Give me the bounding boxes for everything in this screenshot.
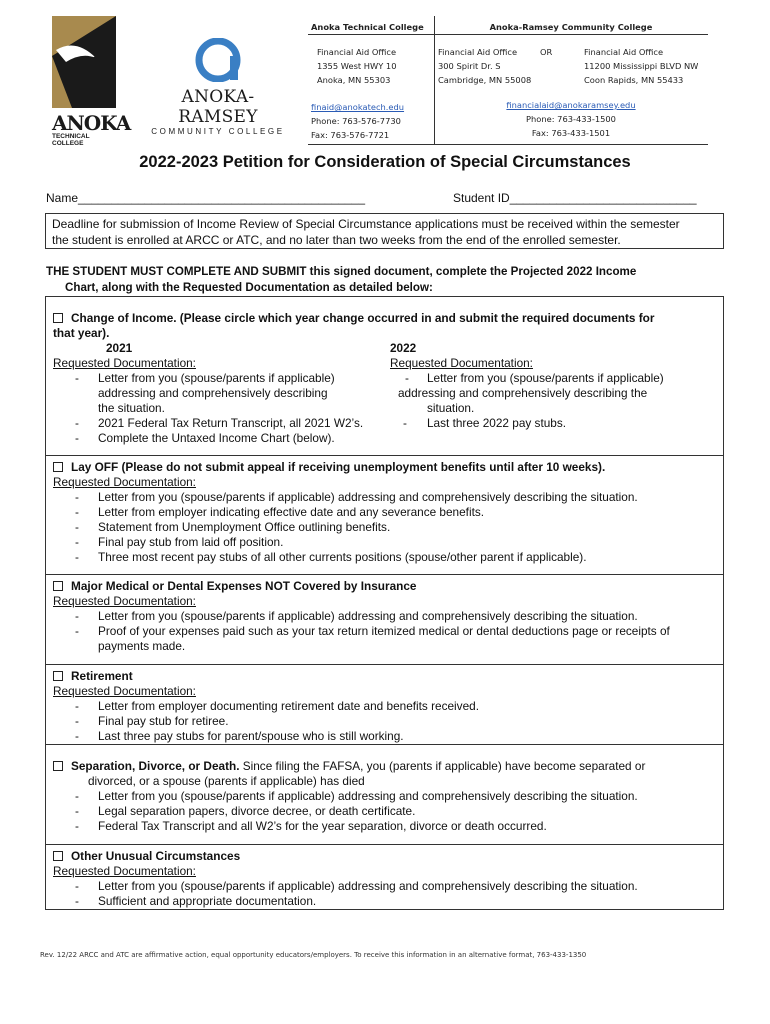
- atc-fax: Fax: 763-576-7721: [311, 130, 390, 140]
- section-divider: [45, 664, 724, 665]
- section-medical: [53, 579, 713, 654]
- deadline-line: the student is enrolled at ARCC or ATC, and no later than two weeks from the end of the enrolled semester.: [52, 233, 621, 247]
- atc-email-link[interactable]: finaid@anokatech.edu: [311, 102, 405, 112]
- list-item-cont: the situation.: [98, 401, 165, 415]
- footer-note: Rev. 12/22 ARCC and ATC are affirmative action, equal opportunity educators/employers. To receive this information in an alternative format, 763-433-1350: [40, 951, 587, 959]
- list-item: - Letter from you (spouse/parents if applicable) addressing and comprehensively describing the situation.: [75, 879, 638, 893]
- deadline-line: Deadline for submission of Income Review of Special Circumstance applications must be received within the semester: [52, 217, 680, 231]
- medical-checkbox[interactable]: [53, 581, 63, 591]
- separation-title: Separation, Divorce, or Death.: [71, 759, 240, 773]
- requested-doc-label: Requested Documentation:: [53, 864, 196, 878]
- page-title: 2022-2023 Petition for Consideration of Special Circumstances: [139, 153, 631, 171]
- arcc-address-cambridge1: 300 Spirit Dr. S: [438, 61, 501, 71]
- separation-desc-cont: divorced, or a spouse (parents if applicable) has died: [88, 774, 365, 788]
- other-checkbox[interactable]: [53, 851, 63, 861]
- atc-logo: [52, 16, 131, 147]
- section-change-of-income: [53, 311, 713, 341]
- section-divider: [45, 455, 724, 456]
- atc-office: Financial Aid Office: [317, 47, 397, 57]
- instructions-line: THE STUDENT MUST COMPLETE AND SUBMIT this signed document, complete the Projected 2022 Income: [46, 265, 637, 278]
- year-2021-label[interactable]: 2021: [106, 341, 133, 355]
- income-title: Change of Income. (Please circle which year change occurred in and submit the required documents for: [71, 311, 655, 325]
- section-divider: [45, 574, 724, 575]
- section-retirement: [53, 669, 713, 744]
- requested-doc-label: Requested Documentation:: [53, 475, 196, 489]
- header-rule: [308, 34, 708, 35]
- list-item: - Proof of your expenses paid such as your tax return itemized medical or dental deductions page or receipts of: [75, 624, 670, 638]
- list-item: - Statement from Unemployment Office outlining benefits.: [75, 520, 391, 534]
- arcc-phone: Phone: 763-433-1500: [526, 114, 616, 124]
- list-item: - Letter from you (spouse/parents if applicable): [405, 371, 664, 385]
- instructions: [46, 264, 636, 296]
- arcc-address-coonrapids1: 11200 Mississippi BLVD NW: [584, 61, 699, 71]
- section-layoff: [53, 460, 713, 565]
- requested-doc-label: Requested Documentation:: [53, 594, 196, 608]
- arcc-logo: [148, 38, 288, 136]
- list-item-cont: situation.: [427, 401, 475, 415]
- arcc-office-cambridge: Financial Aid Office: [438, 47, 518, 57]
- separation-checkbox[interactable]: [53, 761, 63, 771]
- arcc-address-coonrapids2: Coon Rapids, MN 55433: [584, 75, 684, 85]
- other-title: Other Unusual Circumstances: [71, 849, 241, 863]
- name-line[interactable]: ___________________________________________: [78, 191, 365, 205]
- requested-doc-label: Requested Documentation:: [53, 356, 196, 370]
- list-item: - Last three 2022 pay stubs.: [403, 416, 567, 430]
- income-2021-docs: [53, 356, 383, 446]
- year-2022-label[interactable]: 2022: [390, 341, 417, 355]
- name-field[interactable]: [46, 191, 365, 205]
- atc-address2: Anoka, MN 55303: [317, 75, 391, 85]
- section-separation: [53, 759, 713, 834]
- list-item: - 2021 Federal Tax Return Transcript, all 2021 W2’s.: [75, 416, 364, 430]
- list-item: - Letter from you (spouse/parents if applicable): [75, 371, 335, 385]
- list-item: - Letter from you (spouse/parents if applicable) addressing and comprehensively describing the situation.: [75, 490, 638, 504]
- student-id-label: Student ID: [453, 191, 510, 205]
- deadline-notice: [45, 213, 724, 249]
- requested-doc-label: Requested Documentation:: [53, 684, 196, 698]
- atc-phone: Phone: 763-576-7730: [311, 116, 401, 126]
- income-checkbox[interactable]: [53, 313, 63, 323]
- layoff-title: Lay OFF (Please do not submit appeal if receiving unemployment benefits until after 10 weeks).: [71, 460, 606, 474]
- arcc-logo-mark: [194, 38, 242, 82]
- instructions-line: Chart, along with the Requested Documentation as detailed below:: [65, 281, 433, 294]
- student-id-line[interactable]: ____________________________: [509, 191, 697, 205]
- student-id-field[interactable]: [453, 191, 697, 205]
- name-label: Name: [46, 191, 79, 205]
- list-item-cont: addressing and comprehensively describing: [98, 386, 328, 400]
- arcc-logo-text: ANOKA-RAMSEY: [178, 87, 258, 127]
- list-item: - Federal Tax Transcript and all W2’s for the year separation, divorce or death occurred.: [75, 819, 547, 833]
- section-divider: [45, 744, 724, 745]
- arcc-office-coonrapids: Financial Aid Office: [584, 47, 664, 57]
- medical-title: Major Medical or Dental Expenses NOT Covered by Insurance: [71, 579, 417, 593]
- atc-logo-subtext: TECHNICAL COLLEGE: [52, 133, 90, 147]
- layoff-checkbox[interactable]: [53, 462, 63, 472]
- list-item: - Final pay stub from laid off position.: [75, 535, 284, 549]
- section-divider: [45, 844, 724, 845]
- list-item: - Last three pay stubs for parent/spouse who is still working.: [75, 729, 404, 743]
- income-2022-docs: [390, 356, 710, 431]
- arcc-fax: Fax: 763-433-1501: [531, 128, 611, 138]
- list-item: - Three most recent pay stubs of all other currents positions (spouse/other parent if applicable).: [75, 550, 587, 564]
- atc-name: Anoka Technical College: [311, 22, 424, 32]
- separation-desc: Since filing the FAFSA, you (parents if applicable) have become separated or: [239, 759, 646, 773]
- income-title-cont: that year).: [53, 326, 110, 340]
- list-item: - Complete the Untaxed Income Chart (below).: [75, 431, 335, 445]
- list-item: - Sufficient and appropriate documentation.: [75, 894, 317, 908]
- retirement-title: Retirement: [71, 669, 133, 683]
- list-item-cont: payments made.: [98, 639, 186, 653]
- list-item-cont: addressing and comprehensively describing the: [398, 386, 648, 400]
- arcc-or: OR: [540, 47, 553, 57]
- list-item: - Letter from you (spouse/parents if applicable) addressing and comprehensively describing the situation.: [75, 789, 638, 803]
- arcc-address-cambridge2: Cambridge, MN 55008: [438, 75, 532, 85]
- arcc-logo-subtext: COMMUNITY COLLEGE: [151, 127, 285, 136]
- atc-address1: 1355 West HWY 10: [317, 61, 397, 71]
- arcc-name: Anoka-Ramsey Community College: [489, 22, 653, 32]
- requested-doc-label: Requested Documentation:: [390, 356, 533, 370]
- atc-logo-text: ANOKA: [52, 111, 131, 135]
- retirement-checkbox[interactable]: [53, 671, 63, 681]
- list-item: - Final pay stub for retiree.: [75, 714, 229, 728]
- list-item: - Letter from you (spouse/parents if applicable) addressing and comprehensively describing the situation.: [75, 609, 638, 623]
- list-item: - Letter from employer documenting retirement date and benefits received.: [75, 699, 479, 713]
- list-item: - Letter from employer indicating effective date and any severance benefits.: [75, 505, 485, 519]
- list-item: - Legal separation papers, divorce decree, or death certificate.: [75, 804, 416, 818]
- header-rule: [308, 144, 708, 145]
- section-other: [53, 849, 713, 909]
- arcc-email-link[interactable]: financialaid@anokaramsey.edu: [506, 100, 636, 110]
